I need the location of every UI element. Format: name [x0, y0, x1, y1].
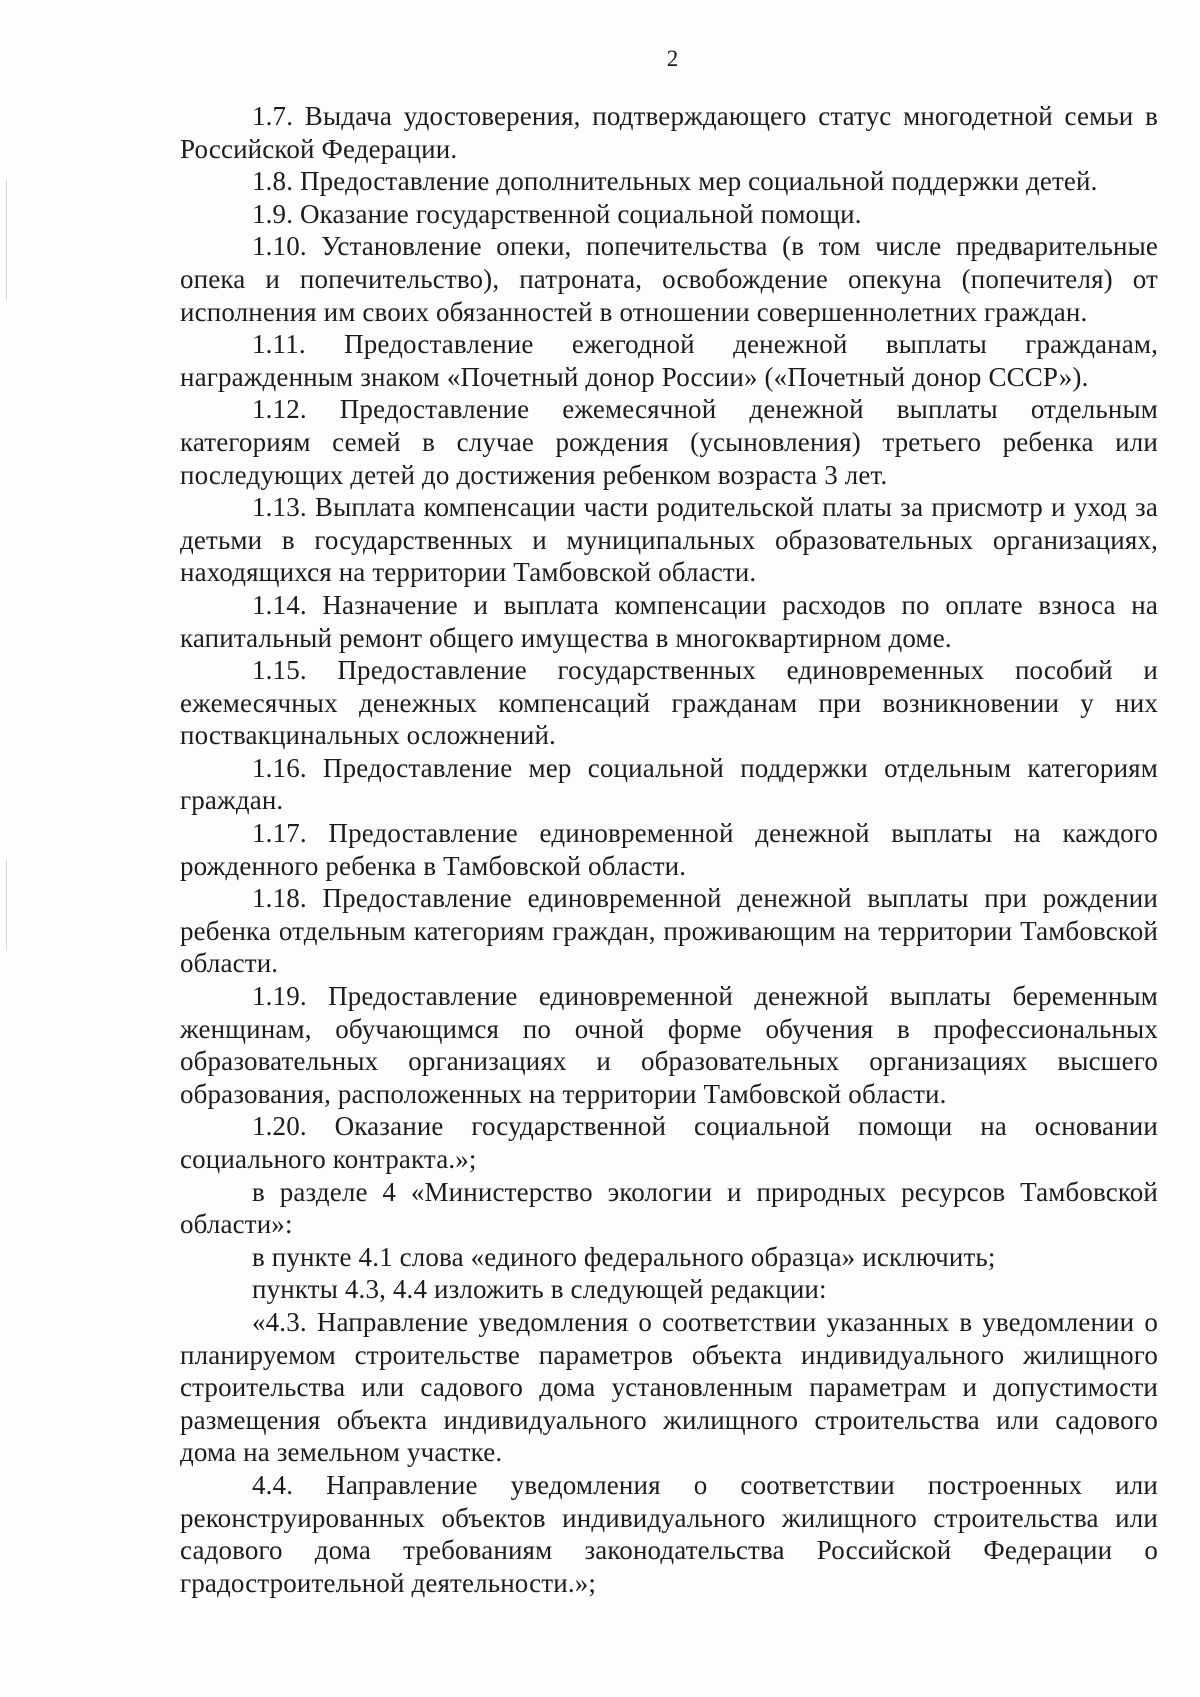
paragraph-1-13: 1.13. Выплата компенсации части родительской платы за присмотр и уход за детьми в государственных и муниципальных образовательных организациях, находящихся на территории Тамбовской области. — [180, 492, 1158, 588]
paragraph-points-4-3-4-4: пункты 4.3, 4.4 изложить в следующей редакции: — [252, 1274, 827, 1305]
paragraph-1-7: 1.7. Выдача удостоверения, подтверждающего статус многодетной семьи в Российской Федерации. — [180, 101, 1158, 164]
paragraph-section-4: в разделе 4 «Министерство экологии и природных ресурсов Тамбовской области»: — [180, 1176, 1158, 1240]
paragraph-1-9: 1.9. Оказание государственной социальной помощи. — [252, 198, 862, 229]
paragraph-1-20: 1.20. Оказание государственной социальной помощи на основании социального контракта.»; — [180, 1111, 1158, 1174]
paragraph-4-4: 4.4. Направление уведомления о соответствии построенных или реконструированных объектов индивидуального жилищного строительства или садового дома требованиям законодательства Российской Федерации о градостроительной деятельности.»; — [180, 1469, 1158, 1598]
paragraph-4-3: «4.3. Направление уведомления о соответствии указанных в уведомлении о планируемом строительстве параметров объекта индивидуального жилищного строительства или садового дома установленным параметрам и допустимости размещения объекта индивидуального жилищного строительства или садового дома на земельном участке. — [180, 1306, 1158, 1468]
page-number: 2 — [666, 46, 679, 71]
scan-edge-mark — [6, 860, 7, 950]
paragraph-1-16: 1.16. Предоставление мер социальной поддержки отдельным категориям граждан. — [180, 752, 1158, 816]
paragraph-1-14: 1.14. Назначение и выплата компенсации расходов по оплате взноса на капитальный ремонт общего имущества в многоквартирном доме. — [180, 589, 1158, 653]
paragraph-1-8: 1.8. Предоставление дополнительных мер социальной поддержки детей. — [252, 166, 1098, 197]
paragraph-1-12: 1.12. Предоставление ежемесячной денежной выплаты отдельным категориям семей в случае рождения (усыновления) третьего ребенка или последующих детей до достижения ребенком возраста 3 лет. — [180, 394, 1158, 490]
paragraph-1-15: 1.15. Предоставление государственных единовременных пособий и ежемесячных денежных компенсаций гражданам при возникновении у них поствакцинальных осложнений. — [180, 655, 1158, 751]
paragraph-1-18: 1.18. Предоставление единовременной денежной выплаты при рождении ребенка отдельным категориям граждан, проживающим на территории Тамбовской области. — [180, 883, 1158, 979]
paragraph-1-10: 1.10. Установление опеки, попечительства (в том числе предварительные опека и попечительство), патроната, освобождение опекуна (попечителя) от исполнения им своих обязанностей в отношении совершеннолетних граждан. — [180, 231, 1158, 327]
paragraph-1-19: 1.19. Предоставление единовременной денежной выплаты беременным женщинам, обучающимся по очной форме обучения в профессиональных образовательных организациях и образовательных организациях высшего образования, расположенных на территории Тамбовской области. — [180, 981, 1158, 1109]
scan-edge-mark — [6, 180, 7, 300]
paragraph-1-11: 1.11. Предоставление ежегодной денежной выплаты гражданам, награжденным знаком «Почетный донор России» («Почетный донор СССР»). — [180, 329, 1158, 392]
paragraph-point-4-1: в пункте 4.1 слова «единого федерального образца» исключить; — [252, 1241, 996, 1272]
paragraph-1-17: 1.17. Предоставление единовременной денежной выплаты на каждого рожденного ребенка в Тамбовской области. — [180, 818, 1158, 881]
document-body — [180, 100, 1158, 1599]
